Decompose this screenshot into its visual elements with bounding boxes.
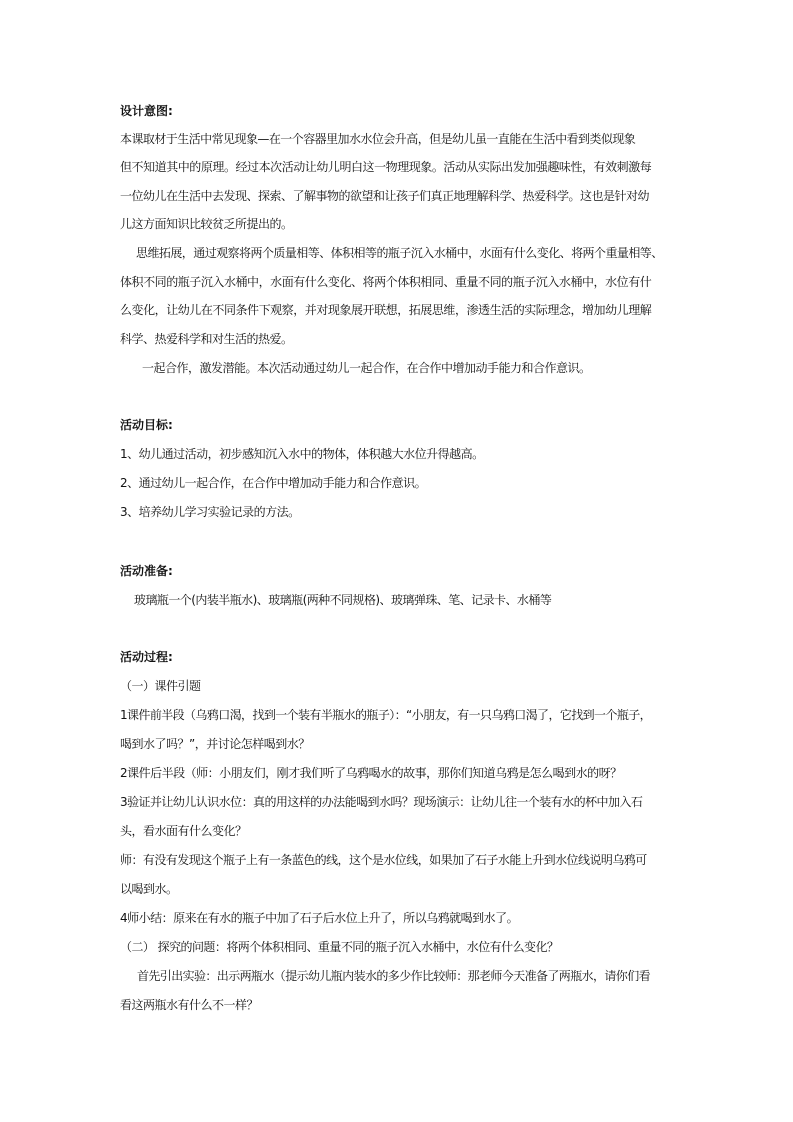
- design-paragraph-1-line-1: 本课取材于生活中常见现象—在一个容器里加水水位会升高，但是幼儿虽一直能在生活中看到类似现象: [120, 132, 636, 146]
- process-item-4: 4师小结：原来在有水的瓶子中加了石子后水位上升了，所以乌鸦就喝到水了。: [120, 911, 519, 925]
- process-section-2: （二） 探究的问题：将两个体积相同、重量不同的瓶子沉入水桶中，水位有什么变化？: [120, 940, 559, 954]
- process-item-1-line-2: 喝到水了吗？”，并讨论怎样喝到水？: [120, 737, 310, 751]
- design-paragraph-3: 一起合作，激发潜能。本次活动通过幼儿一起合作，在合作中增加动手能力和合作意识。: [142, 361, 591, 375]
- process-item-1-line-1: 1课件前半段（乌鸦口渴，找到一个装有半瓶水的瓶子）：“小朋友，有一只乌鸦口渴了，它找到一个瓶子，: [120, 708, 652, 722]
- process-item-2: 2课件后半段（师：小朋友们，刚才我们听了乌鸦喝水的故事，那你们知道乌鸦是怎么喝到水的呀？: [120, 766, 622, 780]
- goal-item-1: 1、幼儿通过活动，初步感知沉入水中的物体，体积越大水位升得越高。: [120, 447, 484, 461]
- prep-heading: 活动准备:: [120, 564, 173, 578]
- design-heading: 设计意图:: [120, 104, 173, 118]
- first-experiment-line-2: 看这两瓶水有什么不一样？: [120, 998, 259, 1012]
- design-paragraph-2-line-1: 思维拓展，通过观察将两个质量相等、体积相等的瓶子沉入水桶中，水面有什么变化、将两个重量相等、: [136, 246, 663, 260]
- first-experiment-line-1: 首先引出实验：出示两瓶水（提示幼儿瓶内装水的多少作比较师：那老师今天准备了两瓶水，请你们看: [137, 969, 651, 983]
- teacher-line-2: 以喝到水。: [120, 882, 178, 896]
- design-paragraph-1-line-2: 但不知道其中的原理。经过本次活动让幼儿明白这一物理现象。活动从实际出发加强趣味性，有效刺激每: [120, 160, 652, 174]
- design-paragraph-2-line-2: 体积不同的瓶子沉入水桶中，水面有什么变化、将两个体积相同、重量不同的瓶子沉入水桶中，水位有什: [120, 275, 652, 289]
- design-paragraph-2-line-3: 么变化，让幼儿在不同条件下观察，并对现象展开联想，拓展思维，渗透生活的实际理念，增加幼儿理解: [120, 303, 652, 317]
- teacher-line-1: 师：有没有发现这个瓶子上有一条蓝色的线，这个是水位线，如果加了石子水能上升到水位线说明乌鸦可: [120, 853, 647, 867]
- goal-item-3: 3、培养幼儿学习实验记录的方法。: [120, 505, 300, 519]
- design-paragraph-2-line-4: 科学、热爱科学和对生活的热爱。: [120, 332, 293, 346]
- process-section-1: （一）课件引题: [120, 679, 201, 693]
- design-paragraph-1-line-4: 儿这方面知识比较贫乏所提出的。: [120, 217, 293, 231]
- design-paragraph-1-line-3: 一位幼儿在生活中去发现、探索、了解事物的欲望和让孩子们真正地理解科学、热爱科学。这也是针对幼: [120, 189, 650, 203]
- goals-heading: 活动目标:: [120, 418, 173, 432]
- process-item-3-line-1: 3验证并让幼儿认识水位：真的用这样的办法能喝到水吗？现场演示：让幼儿往一个装有水的杯中加入石: [120, 795, 643, 809]
- process-item-3-line-2: 头，看水面有什么变化？: [120, 824, 247, 838]
- goal-item-2: 2、通过幼儿一起合作，在合作中增加动手能力和合作意识。: [120, 476, 427, 490]
- prep-text: 玻璃瓶一个(内装半瓶水)、玻璃瓶(两种不同规格)、玻璃弹珠、笔、记录卡、水桶等: [134, 593, 552, 607]
- process-heading: 活动过程:: [120, 650, 173, 664]
